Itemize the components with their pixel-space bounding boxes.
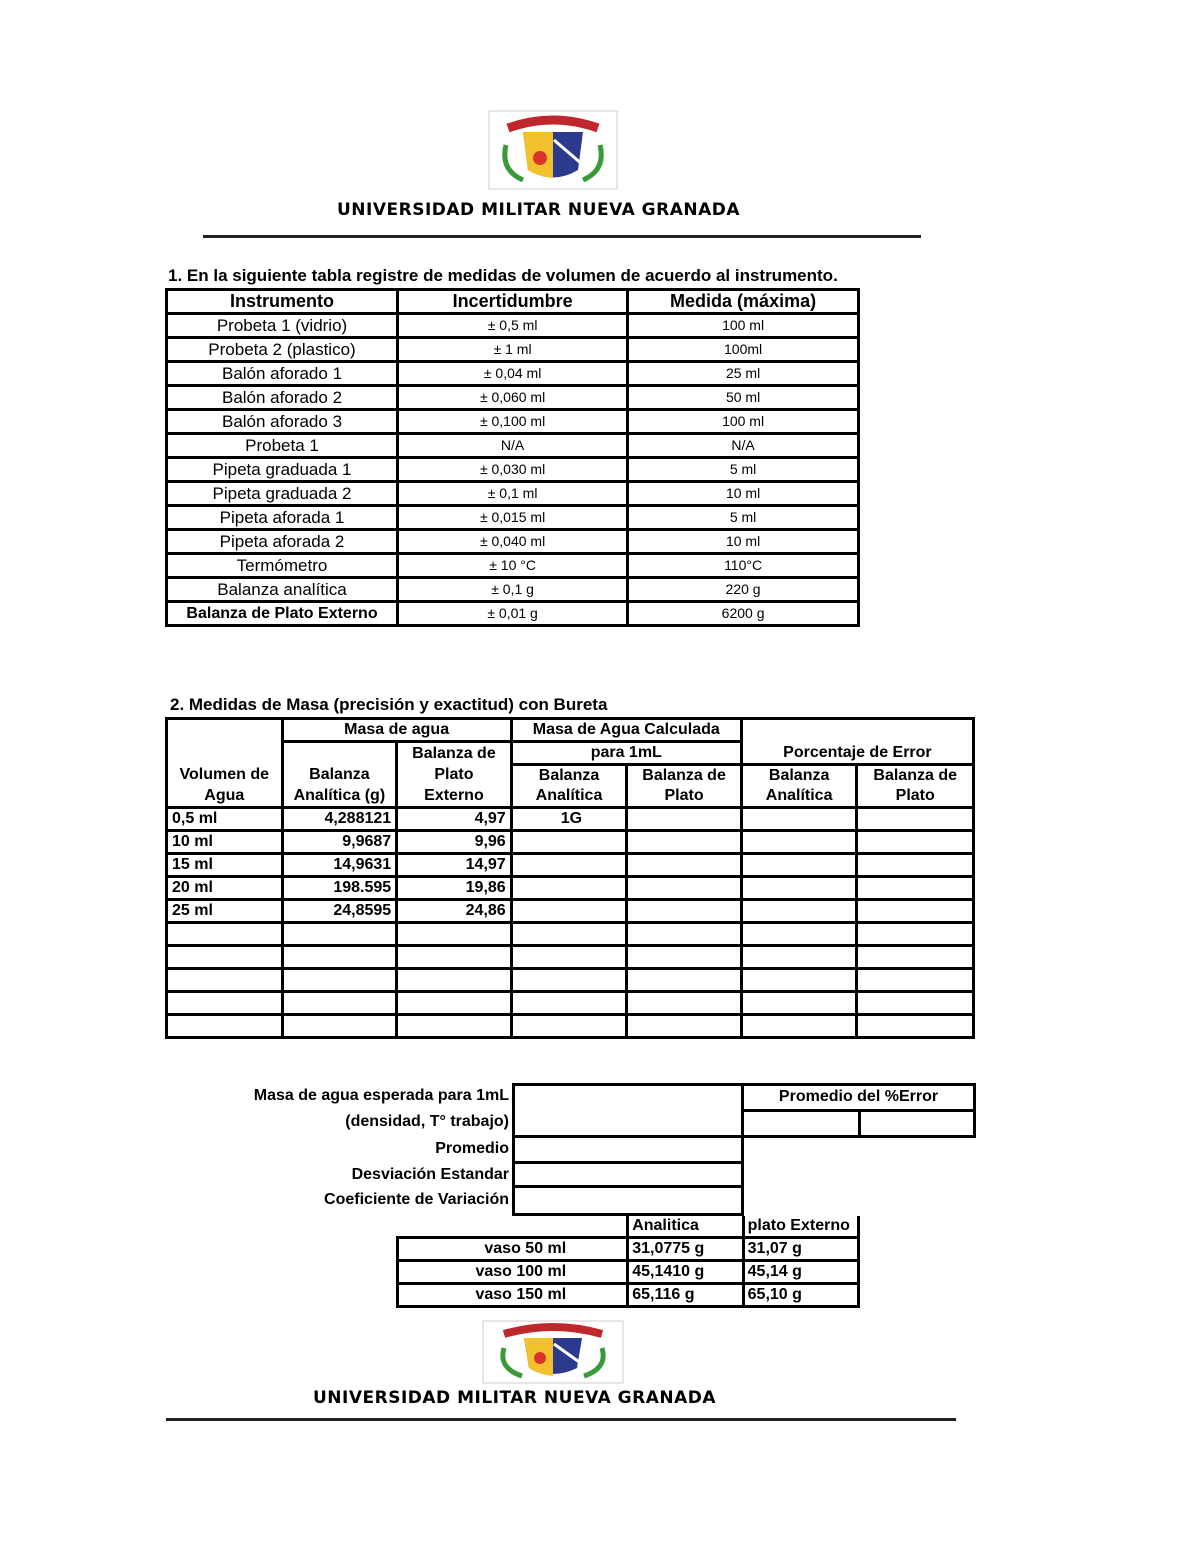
error-ba-cell (741, 900, 857, 923)
table-row (167, 554, 859, 578)
max-measure-cell: 5 ml (628, 458, 859, 482)
instrument-cell: Balón aforado 3 (167, 410, 398, 434)
mass-bp-cell: 19,86 (397, 877, 512, 900)
col-bp-3: Externo (397, 786, 512, 808)
group-header-row (167, 719, 974, 742)
promedio-error-label: Promedio del %Error (778, 1088, 939, 1105)
group-masa-calculada-1: Masa de Agua Calculada (511, 719, 741, 742)
vaso-analitica-cell: 31,0775 g (628, 1238, 743, 1261)
col-bp-1: Balanza de (397, 742, 512, 765)
error-ba-cell (741, 1015, 857, 1038)
calc-ba-cell (511, 854, 627, 877)
mass-ba-cell: 24,8595 (282, 900, 397, 923)
instrument-cell: Probeta 1 (167, 434, 398, 458)
error-ba-cell (741, 877, 857, 900)
vaso-analitica-cell: 65,116 g (628, 1284, 743, 1307)
col-e-ba-1: Balanza (741, 765, 857, 787)
col-c-ba-1: Balanza (511, 765, 627, 787)
calc-bp-cell (627, 1015, 742, 1038)
col-e-bp-1: Balanza de (857, 765, 974, 787)
instrument-cell: Balanza de Plato Externo (167, 602, 398, 626)
calc-ba-cell (511, 969, 627, 992)
max-measure-cell: 100 ml (628, 410, 859, 434)
expected-mass-label-2: (densidad, T° trabajo) (345, 1113, 509, 1130)
vaso-plato-cell: 65,10 g (743, 1284, 858, 1307)
university-name-footer: UNIVERSIDAD MILITAR NUEVA GRANADA (313, 1388, 717, 1408)
error-bp-cell (857, 969, 974, 992)
volume-cell (167, 1015, 283, 1038)
desviacion-box[interactable] (512, 1161, 744, 1188)
mass-bp-cell (397, 992, 512, 1015)
uncertainty-cell: ± 0,5 ml (398, 314, 628, 338)
calc-ba-cell: 1G (511, 808, 627, 831)
instrument-cell: Balón aforado 2 (167, 386, 398, 410)
uncertainty-cell: ± 0,060 ml (398, 386, 628, 410)
mass-bp-cell (397, 923, 512, 946)
group-masa-calculada-2: para 1mL (511, 742, 741, 765)
error-bp-cell (857, 900, 974, 923)
mass-bp-cell: 9,96 (397, 831, 512, 854)
uncertainty-cell: ± 0,01 g (398, 602, 628, 626)
vaso-label-cell: vaso 150 ml (398, 1284, 628, 1307)
calc-bp-cell (627, 831, 742, 854)
calc-bp-cell (627, 923, 742, 946)
error-bp-cell (857, 992, 974, 1015)
error-ba-cell (741, 992, 857, 1015)
mass-ba-cell (282, 992, 397, 1015)
table-row (167, 458, 859, 482)
col-medida: Medida (máxima) (628, 290, 859, 314)
col-incertidumbre: Incertidumbre (398, 290, 628, 314)
volume-cell (167, 992, 283, 1015)
vasos-table (396, 1216, 860, 1308)
col-ba-1: Balanza (282, 765, 397, 787)
calc-ba-cell (511, 946, 627, 969)
table-row (167, 506, 859, 530)
instrument-cell: Pipeta aforada 1 (167, 506, 398, 530)
mass-bp-cell: 24,86 (397, 900, 512, 923)
mass-bp-cell: 14,97 (397, 854, 512, 877)
col-header-row-1 (167, 765, 974, 787)
max-measure-cell: N/A (628, 434, 859, 458)
table-row (167, 362, 859, 386)
calc-ba-cell (511, 877, 627, 900)
mass-ba-cell: 198.595 (282, 877, 397, 900)
vaso-analitica-cell: 45,1410 g (628, 1261, 743, 1284)
promedio-label: Promedio (435, 1140, 509, 1157)
table-row (167, 831, 974, 854)
mass-bp-cell: 4,97 (397, 808, 512, 831)
expected-mass-label-1: Masa de agua esperada para 1mL (253, 1087, 509, 1104)
error-bp-cell (857, 877, 974, 900)
university-crest-logo (488, 110, 618, 190)
max-measure-cell: 100ml (628, 338, 859, 362)
error-ba-cell (741, 831, 857, 854)
expected-mass-box[interactable] (512, 1083, 744, 1138)
max-measure-cell: 5 ml (628, 506, 859, 530)
mass-ba-cell: 9,9687 (282, 831, 397, 854)
calc-ba-cell (511, 923, 627, 946)
university-name-header: UNIVERSIDAD MILITAR NUEVA GRANADA (337, 200, 741, 220)
col-instrumento: Instrumento (167, 290, 398, 314)
table-row (167, 969, 974, 992)
calc-ba-cell (511, 900, 627, 923)
promedio-error-ba-box[interactable] (741, 1109, 861, 1138)
volume-cell: 15 ml (167, 854, 283, 877)
table-row (167, 530, 859, 554)
uncertainty-cell: ± 0,04 ml (398, 362, 628, 386)
uncertainty-cell: ± 0,100 ml (398, 410, 628, 434)
uncertainty-cell: ± 0,1 ml (398, 482, 628, 506)
instrument-cell: Balanza analítica (167, 578, 398, 602)
error-bp-cell (857, 854, 974, 877)
max-measure-cell: 220 g (628, 578, 859, 602)
table-row (398, 1261, 859, 1284)
col-plato-externo: plato Externo (743, 1216, 858, 1238)
instrument-cell: Balón aforado 1 (167, 362, 398, 386)
col-e-bp-2: Plato (857, 786, 974, 808)
calc-ba-cell (511, 1015, 627, 1038)
mass-ba-cell: 4,288121 (282, 808, 397, 831)
footer-divider (166, 1418, 956, 1421)
calc-bp-cell (627, 808, 742, 831)
vasos-header-row (398, 1216, 859, 1238)
table-row (167, 602, 859, 626)
col-ba-2: Analítica (g) (282, 786, 397, 808)
volume-cell (167, 946, 283, 969)
instrument-cell: Pipeta graduada 2 (167, 482, 398, 506)
error-ba-cell (741, 923, 857, 946)
mass-ba-cell (282, 1015, 397, 1038)
promedio-error-bp-box[interactable] (858, 1109, 976, 1138)
max-measure-cell: 10 ml (628, 482, 859, 506)
mass-bp-cell (397, 1015, 512, 1038)
mass-ba-cell: 14,9631 (282, 854, 397, 877)
uncertainty-cell: ± 0,015 ml (398, 506, 628, 530)
col-vol-1: Volumen de (167, 765, 283, 787)
table-row (167, 434, 859, 458)
col-c-ba-2: Analítica (511, 786, 627, 808)
max-measure-cell: 25 ml (628, 362, 859, 386)
table-row (167, 338, 859, 362)
error-bp-cell (857, 1015, 974, 1038)
error-ba-cell (741, 969, 857, 992)
calc-ba-cell (511, 831, 627, 854)
group-porcentaje-error: Porcentaje de Error (741, 719, 973, 765)
mass-ba-cell (282, 946, 397, 969)
table-header-row (167, 290, 859, 314)
error-ba-cell (741, 854, 857, 877)
instrument-cell: Pipeta aforada 2 (167, 530, 398, 554)
table-row (167, 900, 974, 923)
instrument-cell: Pipeta graduada 1 (167, 458, 398, 482)
calc-bp-cell (627, 854, 742, 877)
header-divider (203, 235, 921, 238)
max-measure-cell: 6200 g (628, 602, 859, 626)
volume-cell: 25 ml (167, 900, 283, 923)
max-measure-cell: 100 ml (628, 314, 859, 338)
instrument-cell: Termómetro (167, 554, 398, 578)
instrument-cell: Probeta 2 (plastico) (167, 338, 398, 362)
uncertainty-cell: ± 10 °C (398, 554, 628, 578)
group-masa-agua: Masa de agua (282, 719, 511, 742)
volume-cell: 0,5 ml (167, 808, 283, 831)
calc-bp-cell (627, 900, 742, 923)
table-row (167, 578, 859, 602)
error-bp-cell (857, 831, 974, 854)
university-crest-logo-footer (482, 1320, 624, 1384)
table-row (167, 808, 974, 831)
coeficiente-box[interactable] (512, 1185, 744, 1216)
vaso-plato-cell: 45,14 g (743, 1261, 858, 1284)
mass-ba-cell (282, 969, 397, 992)
mass-ba-cell (282, 923, 397, 946)
calc-bp-cell (627, 992, 742, 1015)
mass-table (165, 717, 975, 1039)
instrument-table (165, 288, 860, 627)
calc-bp-cell (627, 946, 742, 969)
table-row (167, 482, 859, 506)
vaso-label-cell: vaso 100 ml (398, 1261, 628, 1284)
uncertainty-cell: N/A (398, 434, 628, 458)
volume-cell: 20 ml (167, 877, 283, 900)
col-ba-top (282, 742, 397, 765)
max-measure-cell: 110°C (628, 554, 859, 578)
col-vol-2: Agua (167, 786, 283, 808)
volume-cell: 10 ml (167, 831, 283, 854)
col-c-bp-2: Plato (627, 786, 742, 808)
table-row (167, 410, 859, 434)
uncertainty-cell: ± 1 ml (398, 338, 628, 362)
error-ba-cell (741, 808, 857, 831)
table-row (398, 1284, 859, 1307)
error-bp-cell (857, 808, 974, 831)
error-ba-cell (741, 946, 857, 969)
table-row (167, 877, 974, 900)
volume-cell (167, 969, 283, 992)
promedio-box[interactable] (512, 1135, 744, 1164)
vaso-plato-cell: 31,07 g (743, 1238, 858, 1261)
col-e-ba-2: Analítica (741, 786, 857, 808)
table-row (167, 923, 974, 946)
volume-cell (167, 923, 283, 946)
table-row (167, 1015, 974, 1038)
table-row (167, 992, 974, 1015)
col-analitica: Analitica (628, 1216, 743, 1238)
section2-title: 2. Medidas de Masa (precisión y exactitud) con Bureta (170, 695, 608, 714)
uncertainty-cell: ± 0,030 ml (398, 458, 628, 482)
max-measure-cell: 50 ml (628, 386, 859, 410)
col-bp-2: Plato (397, 765, 512, 787)
error-bp-cell (857, 923, 974, 946)
mass-bp-cell (397, 969, 512, 992)
error-bp-cell (857, 946, 974, 969)
col-c-bp-1: Balanza de (627, 765, 742, 787)
instrument-cell: Probeta 1 (vidrio) (167, 314, 398, 338)
calc-ba-cell (511, 992, 627, 1015)
mass-bp-cell (397, 946, 512, 969)
desviacion-label: Desviación Estandar (351, 1166, 509, 1183)
vol-header-top (167, 719, 283, 765)
promedio-error-header (741, 1083, 976, 1112)
table-row (167, 386, 859, 410)
uncertainty-cell: ± 0,040 ml (398, 530, 628, 554)
table-row (167, 946, 974, 969)
table-row (167, 854, 974, 877)
calc-bp-cell (627, 969, 742, 992)
col-header-row-2 (167, 786, 974, 808)
uncertainty-cell: ± 0,1 g (398, 578, 628, 602)
table-row (398, 1238, 859, 1261)
section1-title: 1. En la siguiente tabla registre de medidas de volumen de acuerdo al instrumento. (168, 266, 838, 285)
coeficiente-label: Coeficiente de Variación (324, 1191, 509, 1208)
vasos-header-empty (398, 1216, 628, 1238)
max-measure-cell: 10 ml (628, 530, 859, 554)
calc-bp-cell (627, 877, 742, 900)
vaso-label-cell: vaso 50 ml (398, 1238, 628, 1261)
table-row (167, 314, 859, 338)
